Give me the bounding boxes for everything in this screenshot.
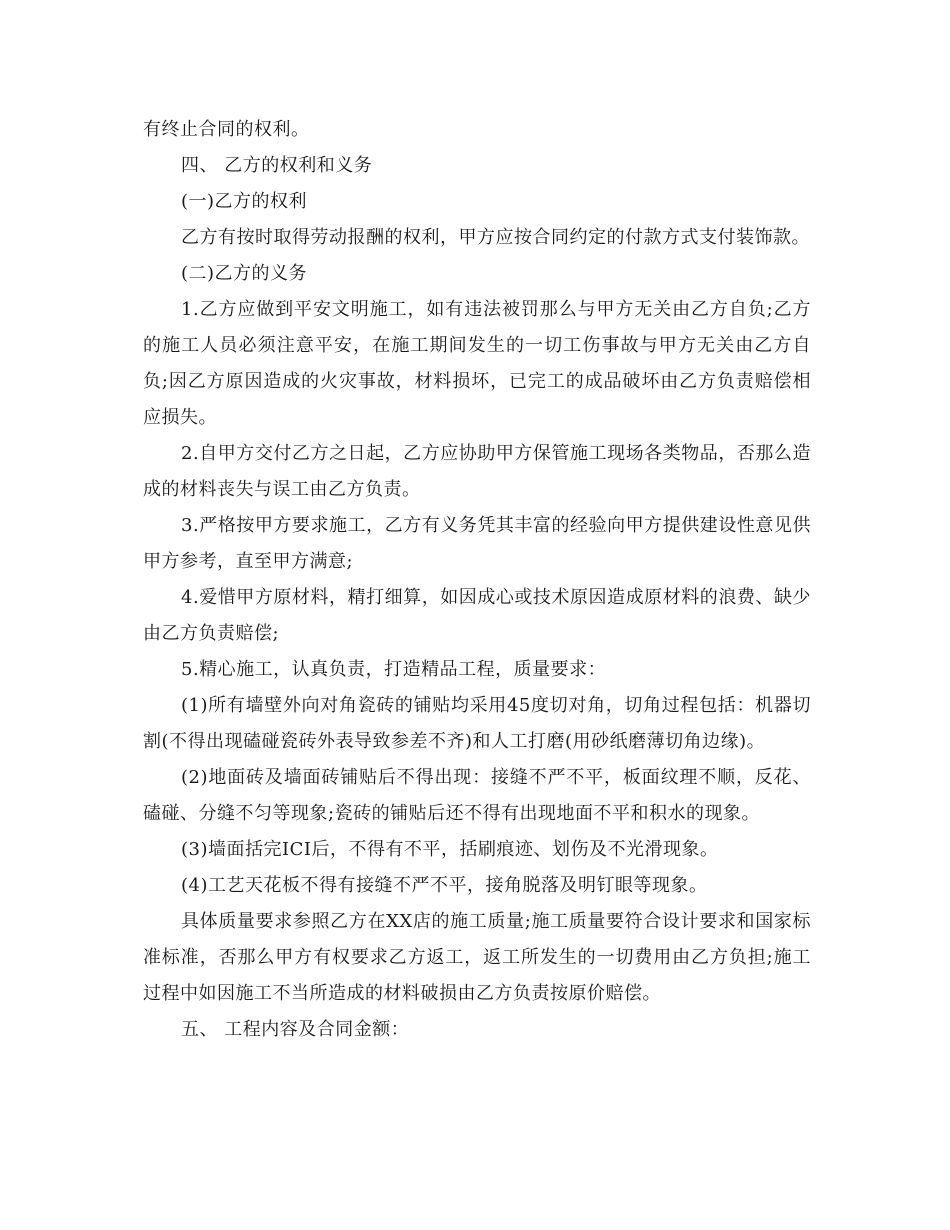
paragraph-quality-standard-reference: 具体质量要求参照乙方在XX店的施工质量;施工质量要符合设计要求和国家标准标准，否那么甲方有权要求乙方返工，返工所发生的一切费用由乙方负担;施工过程中如因施工不当所造成的材料破损由乙方负责按原价赔偿。 — [143, 911, 811, 1004]
paragraph-contract-termination-tail: 有终止合同的权利。 — [143, 119, 310, 140]
section-heading-work-content-amount: 五、 工程内容及合同金额： — [181, 1019, 410, 1040]
quality-item-1-tile-corners: (1)所有墙壁外向对角瓷砖的铺贴均采用45度切对角，切角过程包括：机器切割(不得出现磕碰瓷砖外表导致参差不齐)和人工打磨(用砂纸磨薄切角边缘)。 — [143, 695, 811, 752]
quality-item-4-ceiling: (4)工艺天花板不得有接缝不严不平，接角脱落及明钉眼等现象。 — [181, 875, 708, 896]
subsection-heading-party-b-rights: (一)乙方的权利 — [181, 191, 308, 212]
subsection-heading-party-b-duties: (二)乙方的义务 — [181, 263, 308, 284]
clause-1-safe-construction: 1.乙方应做到平安文明施工，如有违法被罚那么与甲方无关由乙方自负;乙方的施工人员必须注意平安，在施工期间发生的一切工伤事故与甲方无关由乙方自负;因乙方原因造成的火灾事故，材料损坏，已完工的成品破坏由乙方负责赔偿相应损失。 — [143, 299, 811, 428]
section-heading-party-b-rights-duties: 四、 乙方的权利和义务 — [181, 155, 373, 176]
clause-2-site-custody: 2.自甲方交付乙方之日起，乙方应协助甲方保管施工现场各类物品，否那么造成的材料丧失与误工由乙方负责。 — [143, 443, 811, 500]
paragraph-labor-remuneration: 乙方有按时取得劳动报酬的权利，甲方应按合同约定的付款方式支付装饰款。 — [181, 227, 810, 248]
clause-4-material-conservation: 4.爱惜甲方原材料，精打细算，如因成心或技术原因造成原材料的浪费、缺少由乙方负责赔偿; — [143, 587, 811, 644]
quality-item-3-wall-putty: (3)墙面括完ICI后，不得有不平，括刷痕迹、划伤及不光滑现象。 — [181, 839, 719, 860]
document-body — [143, 112, 811, 1048]
clause-3-follow-requirements: 3.严格按甲方要求施工，乙方有义务凭其丰富的经验向甲方提供建设性意见供甲方参考，直至甲方满意; — [143, 515, 811, 572]
quality-item-2-tile-laying: (2)地面砖及墙面砖铺贴后不得出现：接缝不严不平，板面纹理不顺，反花、磕碰、分缝不匀等现象;瓷砖的铺贴后还不得有出现地面不平和积水的现象。 — [143, 767, 811, 824]
clause-5-quality-requirements: 5.精心施工，认真负责，打造精品工程，质量要求： — [181, 659, 607, 680]
